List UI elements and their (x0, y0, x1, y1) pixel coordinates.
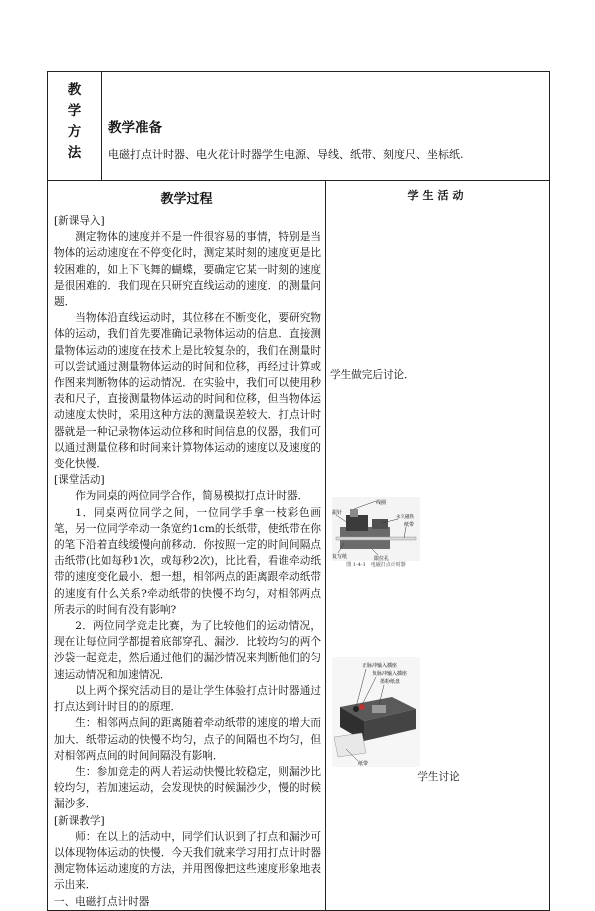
student-activity-title: 学生活动 (407, 189, 468, 202)
teaching-method-label (48, 72, 102, 181)
paragraph: 1．同桌两位同学之间，一位同学手拿一枝彩色画笔，另一位同学牵动一条宽约1cm的长纸带，使纸带在你的笔下沿着直线缓慢向前移动．你按照一定的时间间隔点击纸带(比如每秒1次，或每秒2次)，比比看，看谁牵动纸带的速度变化最小．想一想，相邻两点的距离跟牵动纸带的速度有什么关系?牵动纸带的快慢不均匀，对相邻两点所表示的时间有没有影响? (54, 506, 321, 616)
fig2-label-negative: 负脉冲输入插座 (372, 671, 408, 677)
fig1-caption: 图 1-4-1 电磁打点计时器 (346, 562, 406, 568)
fig1-label-tape: 纸带 (404, 522, 415, 528)
paragraph: 生：相邻两点间的距离随着牵动纸带的速度的增大而加大．纸带运动的快慢不均匀，点子的间隔也不均匀，但对相邻两点间的时间间隔没有影响． (54, 717, 321, 762)
spark-timer-illustration (332, 657, 420, 767)
fig2-label-toner: 墨粉纸盘 (380, 679, 401, 685)
fig1-label-hole: 限位孔 (374, 556, 390, 561)
teaching-prep-cell (102, 72, 550, 181)
paragraph: 测定物体的速度并不是一件很容易的事情，特别是当物体的运动速度在不停变化时，测定某时刻的速度更是比较困难的，如上下飞舞的蝴蝶，要确定它某一时刻的速度是很困难的．我们现在只研究直线运动的速度．的测量问题． (54, 231, 321, 309)
method-char-2: 学 (67, 103, 82, 119)
method-char-3: 方 (67, 124, 82, 140)
paragraph: 一、电磁打点计时器 (54, 895, 150, 908)
paragraph: 以上两个探究活动目的是让学生体验打点计时器通过打点达到计时目的的原理． (54, 684, 321, 714)
fig1-label-needle: 振针 (332, 510, 343, 516)
student-discussion-note: 学生讨论 (417, 771, 460, 783)
fig2-label-tape: 纸带 (358, 761, 369, 767)
fig1-label-magnet: 永久磁铁 (396, 515, 414, 520)
method-char-4: 法 (67, 145, 82, 161)
paragraph: 当物体沿直线运动时，其位移在不断变化，要研究物体的运动，我们首先要准确记录物体运动的信息．直接测量物体运动的速度在技术上是比较复杂的，我们在测量时可以尝试通过测量物体运动的时间和位移，再经过计算或作图来判断物体的运动情况．在实验中，我们可以使用秒表和尺子，直接测量物体运动的时间和位移，但当物体运动速度太快时，采用这种方法的测量误差较大．打点计时器就是一种记录物体运动位移和时间信息的仪器，我们可以通过测量位移和时间来计算物体运动的速度以及速度的变化快慢． (54, 312, 321, 471)
paragraph: [新课导入] (54, 215, 105, 227)
paragraph: 生：参加竞走的两人若运动快慢比较稳定，则漏沙比较均匀，若加速运动，会发现快的时候漏沙少，慢的时候漏沙多． (54, 765, 321, 811)
paragraph: 作为同桌的两位同学合作，简易模拟打点计时器． (75, 490, 309, 503)
lesson-plan-table (47, 71, 550, 911)
fig1-label-coil: 线圈 (376, 500, 387, 506)
spark-timer-figure (332, 657, 420, 767)
teaching-prep-title: 教学准备 (108, 120, 162, 136)
teaching-process-content (48, 207, 325, 910)
page (47, 71, 550, 911)
paragraph: 2．两位同学竞走比赛，为了比较他们的运动情况，现在让每位同学都提着底部穿孔、漏沙．比较均匀的两个沙袋一起竞走，然后通过他们的漏沙情况来判断他们的匀速运动情况和加速情况． (54, 620, 321, 681)
electromagnetic-timer-figure (332, 497, 420, 569)
paragraph: 师：在以上的活动中，同学们认识到了打点和漏沙可以体现物体运动的快慢．今天我们就来学习用打点计时器测定物体运动速度的方法，并用图像把这些速度形象地表示出来． (54, 830, 321, 892)
fig1-label-carbon: 复写纸 (332, 554, 348, 560)
paragraph: [新课教学] (54, 814, 105, 827)
teaching-process-title: 教学过程 (160, 192, 213, 207)
fig2-label-positive: 正脉冲输入插座 (362, 663, 398, 669)
student-activity-note: 学生做完后讨论． (330, 369, 415, 381)
timer-illustration (332, 497, 420, 561)
paragraph: [课堂活动] (54, 474, 105, 487)
method-char-1: 教 (67, 82, 82, 98)
student-activity-cell (326, 181, 550, 911)
teaching-prep-materials: 电磁打点计时器、电火花计时器学生电源、导线、纸带、刻度尺、坐标纸. (108, 148, 464, 161)
teaching-process-cell (48, 181, 326, 911)
